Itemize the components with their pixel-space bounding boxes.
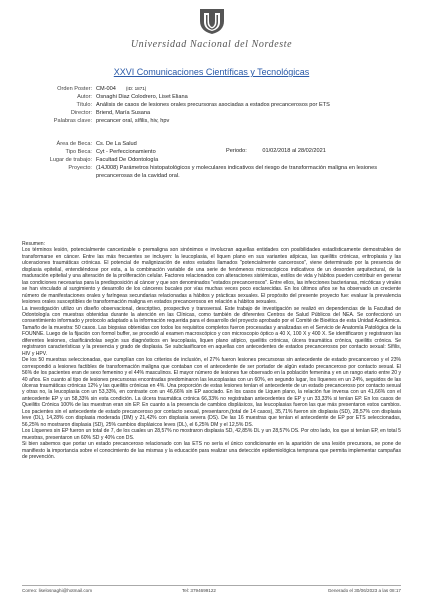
label-orden-poster: Orden Poster: — [57, 86, 92, 92]
footer-divider — [22, 585, 401, 586]
value-titulo: Análisis de casos de lesiones orales precursoras asociadas a estados precancerosos por ETS — [96, 102, 330, 108]
row-area-beca — [22, 140, 401, 148]
label-tipo-beca: Tipo Beca: — [65, 149, 92, 155]
row-palabras-clave — [22, 117, 401, 125]
resumen-label: Resumen: — [22, 241, 46, 247]
value-periodo: 01/02/2018 al 28/02/2021 — [262, 148, 326, 154]
value-area-beca: Cs. De La Salud — [96, 141, 137, 147]
value-tipo-beca: Cyt - Perfeccionamiento — [96, 149, 156, 155]
label-proyecto: Proyecto: — [68, 165, 92, 171]
beca-metadata — [22, 140, 401, 180]
event-title[interactable]: XXVI Comunicaciones Científicas y Tecnológicas — [113, 67, 310, 77]
row-proyecto — [22, 164, 401, 180]
resumen-paragraph-5: Si bien sabemos que portar un estado precanceroso relacionado con las ETS no sería el único condicionante en la aparición de una lesión precursora, se pone de manifiesto la importancia sobre el conocimiento de las mismas y la educación para realizar una detección epidemiológica temprana que permita implementar campañas de prevención. — [22, 441, 401, 460]
label-autor: Autor: — [77, 94, 92, 100]
resumen-paragraph-1: Los términos lesión, potencialmente cancerizable o premaligna son sinónimos e involucran aquellas entidades con posibilidades estadísticamente demostrables de transformarse en cáncer. Entre las más frecuentes se incluyen: la leucoplasia, el liquen plano en sus variantes atípicas, las queilitis crónicas, eritroplasia y las ulceraciones traumáticas crónicas. El potencial de malignización de estos estados llamados "potencialmente cancerosos", viene determinado por la presencia de displasia epitelial, entendiéndose por esta, a la combinación variable de una serie de fenómenos microscópicos indicativos de un desorden arquitectural, de la maduración epitelial y una alteración de la proliferación celular. Factores relacionados con alteraciones sistémicas, estilos de vida y hábitos pueden contribuir en generar las condiciones necesarias para la predisposición al cáncer y que son denominados "estados precancerosos". Entre ellos, las infecciones bacterianas, micóticas y virales se han vinculado al surgimiento y desarrollo de los cánceres bucales por vías muchas veces poco esclarecidas. En los últimos años se ha observado un creciente número de manifestaciones orales y faríngeas secundarias relacionadas a hábitos y prácticas sexuales. El propósito del presente proyecto fue: evaluar la prevalencia lesiones orales susceptibles de transformación maligna en estados precancerosos en relación a hábitos sexuales. — [22, 247, 401, 306]
periodo — [226, 148, 326, 154]
value-poster-id: (ID: 1871) — [125, 86, 147, 91]
record-metadata — [22, 85, 401, 125]
label-titulo: Título: — [76, 102, 92, 108]
label-lugar-trabajo: Lugar de trabajo: — [49, 157, 92, 163]
row-director — [22, 109, 401, 117]
row-lugar-trabajo — [22, 156, 401, 164]
row-tipo-beca — [22, 148, 401, 156]
value-proyecto: (14J008) Parámetros histopatológicos y moleculares indicativos del riesgo de transformación maligna en lesiones precancerosas de la cavidad oral. — [96, 165, 378, 179]
value-palabras-clave: precancer oral, sífilis, hiv, hpv — [96, 118, 170, 124]
value-lugar-trabajo: Facultad De Odontología — [96, 157, 159, 163]
footer — [22, 588, 401, 593]
header — [0, 6, 423, 50]
row-autor — [22, 93, 401, 101]
resumen-paragraph-2: La investigación utilizo un diseño observacional, descriptivo, prospectivo y transversal. Este trabajo de investigación se realizó en dependencias de la Facultad de Odontología con muestras obtenidas durante la atención en las Clínicas, como también de diferentes Centros de Salud Públicos del NEA. Se confeccionó un consentimiento informado y protocolo adaptado a la información requerida para el desarrollo del proyecto aprobado por el Comité de Bioética de esta Unidad Académica. Tamaño de la muestra: 50 casos. Las biopsias obtenidas con todos los requisitos completos fueron procesadas y analizadas en el Servicio de Anatomía Patológica de la FOUNNE. Luego de la fijación con formol buffer, se procedió al examen macroscópico y con microscopio óptico a 40 X, 100 X y 400 X. Se identificaron y registraron las diferentes lesiones, clasificándolas según sus diagnósticos en leucoplasia, liquen plano atípico, queilitis crónicas, úlcera traumática crónica, queilitis crónica. Se registraron características y la presencia y grado de displasia. Se subclasificaron en aquellas con antecedentes de estados precancerosos por contacto sexual: Sífilis, HIV y HPV. — [22, 305, 401, 357]
footer-correo[interactable]: Correo: liselosnaghi@hotmail.com — [22, 588, 93, 593]
resumen — [22, 241, 401, 460]
label-area-beca: Área de Beca: — [56, 141, 92, 147]
label-palabras-clave: Palabras clave: — [53, 118, 92, 124]
value-autor: Osnaghi Diaz Colodrero, Liset Eliana — [96, 94, 188, 100]
label-director: Director: — [70, 110, 92, 116]
resumen-paragraph-3: De los 50 muestras seleccionadas, que cumplían con los criterios de inclusión, el 27% fueron lesiones precursoras sin antecedente de estado precanceroso y el 23% correspondió a lesiones factibles de transformación maligna que contaban con el antecedente de ser portador de algún estado precanceroso por contacto sexual. El 56% de los pacientes eran de sexo femenino y el 44% masculinos. El mayor número de lesiones fue observado en la población femenina y en un rango etario entre 20 y 40 años. En cuanto al tipo de lesiones precursoras encontradas predominaron las leucoplasias con un 60%, en segundo lugar, los líquenes en un 24%, seguidos de las úlceras traumáticas crónicas 12% y las queilitis crónicas en 4%. Una proporción de estas lesiones tenían el antecedente de un estado precanceroso por contacto sexual y otras no, la leucoplasia con un 53,33%, en contraste con un 46,66% sin EP asociado. En los casos de Liquen plano, la relación fue inversa con un 41,66% con el antecedente EP y un 58,33% sin esta condición. La úlcera traumática crónica 66,33% no registraban antecedentes de EP y un 33,33% si tenían EP. En los casos de Queilitis Crónica 100% de las muestran eran sin EP. En cuanto a la presencia de cambios displásicos, las leucoplasias fueron las que más presentaron estos cambios. Los pacientes sin el antecedente de estado precanceroso por contacto sexual, presentaron,(total de 14 casos), 35,71% fueron sin displasia (SD), 28,57% con displasia leve (DL), 14,28% con displasia moderada (DM) y 21,42% con displasia severa (DS). De las 16 muestras que tenían el antecedente de EP por ETS seleccionadas, 56,25% no mostraron displasia (SD), 25% cambios displásicos leves (DL), el 6,25% DM y el 12,5% DS. — [22, 357, 401, 428]
label-periodo: Periodo: — [226, 148, 247, 154]
footer-generado: Generado el 30/06/2023 a las 08:17 — [327, 588, 401, 593]
value-director: Briend, María Susana — [96, 110, 151, 116]
resumen-paragraph-4: Los Líquenes sin EP fueron un total de 7, de los cuales un 28,57% no mostraron displasia SD, 42,85% DL y un 28,57% DS. Por otro lado, los que si tenían EP, en total 5 muestras, presentaron un 60% SD y 40% con DS. — [22, 428, 401, 441]
row-titulo — [22, 101, 401, 109]
row-orden-poster — [22, 85, 401, 93]
university-logo-icon — [197, 6, 227, 36]
value-orden-poster: CM-004 — [96, 86, 116, 92]
university-name: Universidad Nacional del Nordeste — [130, 39, 293, 50]
footer-telefono: Tel: 3794699122 — [182, 588, 216, 593]
